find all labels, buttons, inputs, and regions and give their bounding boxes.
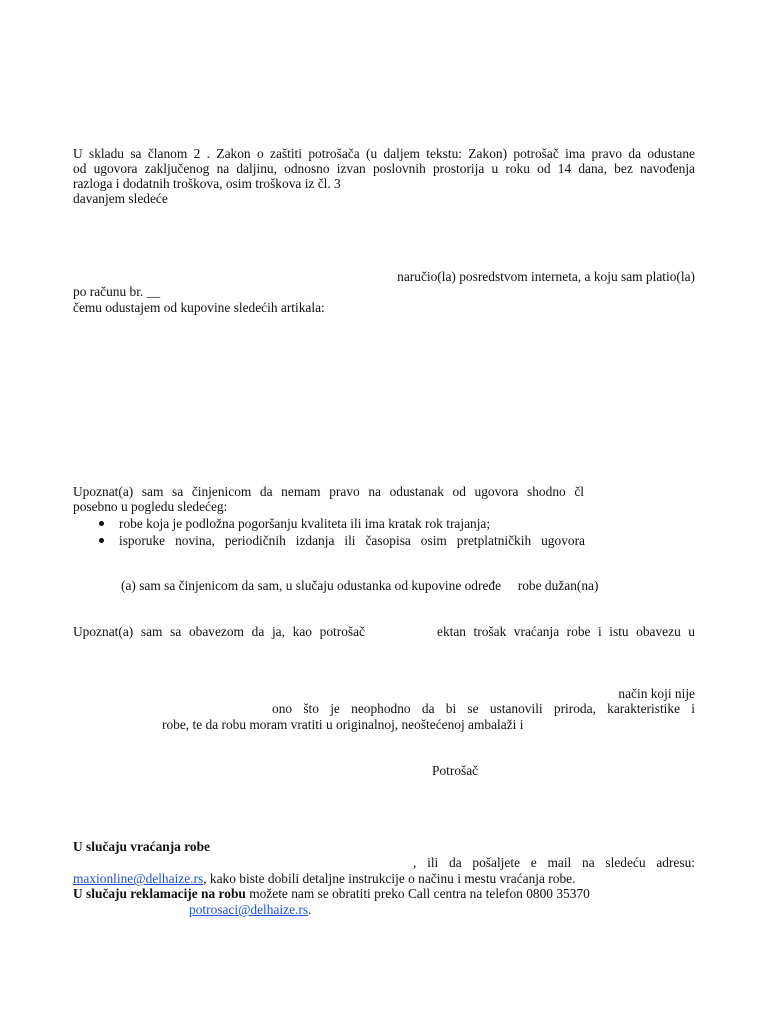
bullet-item-1 [119,516,490,531]
informed-line-2: posebno u pogledu sledećeg: [73,499,228,514]
bullet-dot [99,538,104,543]
signature-label: Potrošač [432,763,479,778]
returns-heading [73,839,695,854]
condition-line-3: robe, te da robu moram vratiti u originalnoj, neoštećenoj ambalaži i [162,717,524,732]
order-line-3: čemu odustajem od kupovine sledećih artikala: [73,300,325,315]
order-line-2: po računu br. __ [73,284,161,299]
bullet-text: robe koja je podložna pogoršanju kvaliteta ili ima kratak rok trajanja; [119,516,491,531]
condition-line-1: način koji nije [618,686,695,701]
bullet-item-2 [119,533,585,548]
complaint-text: možete nam se obratiti preko Call centra na telefon 0800 35370 [245,886,590,901]
returns-line-2-text: , kako biste dobili detaljne instrukcije o načinu i mestu vraćanja robe. [203,871,576,886]
returns-line-1: , ili da pošaljete e mail na sledeću adresu: [413,855,695,870]
complaint-line [73,886,695,901]
email-link-potrosaci[interactable]: potrosaci@delhaize.rs [189,902,309,917]
returns-line-2 [73,871,695,886]
intro-line-3: razloga i dodatnih troškova, osim troškova iz čl. 3 [73,176,341,191]
returns-heading-text: U slučaju vraćanja robe [73,839,210,854]
bullet-dot [99,521,104,526]
complaint-bold: U slučaju reklamacije na robu [73,886,246,901]
order-line-1: naručio(la) posredstvom interneta, a koju sam platio(la) [397,269,695,284]
complaint-email-end: . [308,902,312,917]
informed-line-1: Upoznat(a) sam sa činjenicom da nemam pravo na odustanak od ugovora shodno čl [73,484,584,499]
intro-line-4: davanjem sledeće [73,191,168,206]
obligation-line-1a: Upoznat(a) sam sa obavezom da ja, kao potrošač [73,624,365,639]
obligation-line-1b: ektan trošak vraćanja robe i istu obavezu u [437,624,695,639]
intro-line-2: od ugovora zaključenog na daljinu, odnosno izvan poslovnih prostorija u roku od 14 dana, bez navođenja [73,161,695,176]
intro-line-1: U skladu sa članom 2 . Zakon o zaštiti potrošača (u daljem tekstu: Zakon) potrošač ima pravo da odustane [73,146,695,161]
bullet-text: isporuke novina, periodičnih izdanja ili časopisa osim pretplatničkih ugovora [119,533,585,548]
email-link-maxionline[interactable]: maxionline@delhaize.rs [73,871,204,886]
condition-line-2: ono što je neophodno da bi se ustanovili priroda, karakteristike i [272,701,695,716]
complaint-email-line [189,902,311,917]
informed2-line-1: (a) sam sa činjenicom da sam, u slučaju odustanka od kupovine određe robe dužan(na) [121,578,599,593]
